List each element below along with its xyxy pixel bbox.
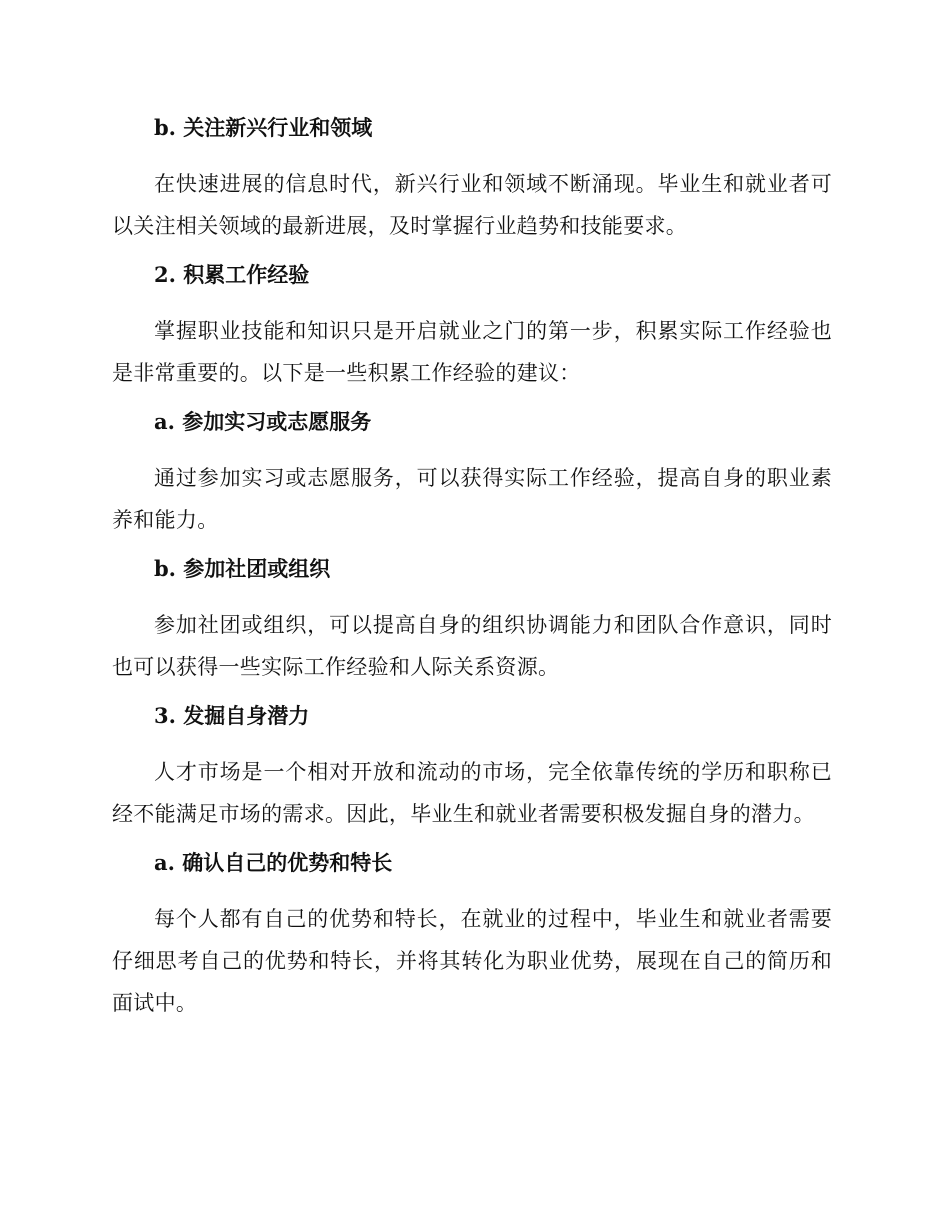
paragraph-emerging-industries: 在快速进展的信息时代，新兴行业和领域不断涌现。毕业生和就业者可以关注相关领域的最新进展，及时掌握行业趋势和技能要求。 (112, 172, 832, 238)
section-heading-b-emerging-industries: b. 关注新兴行业和领域 (154, 115, 373, 140)
section-heading-b-clubs: b. 参加社团或组织 (154, 556, 331, 581)
paragraph-internship: 通过参加实习或志愿服务，可以获得实际工作经验，提高自身的职业素养和能力。 (112, 466, 832, 532)
paragraph-potential: 人才市场是一个相对开放和流动的市场，完全依靠传统的学历和职称已经不能满足市场的需求。因此，毕业生和就业者需要积极发掘自身的潜力。 (112, 760, 832, 826)
paragraph-clubs: 参加社团或组织，可以提高自身的组织协调能力和团队合作意识，同时也可以获得一些实际工作经验和人际关系资源。 (112, 613, 832, 679)
document-body (112, 112, 832, 1036)
section-heading-a-strengths: a. 确认自己的优势和特长 (154, 850, 393, 875)
section-heading-3-potential: 3. 发掘自身潜力 (154, 703, 310, 728)
paragraph-strengths: 每个人都有自己的优势和特长，在就业的过程中，毕业生和就业者需要仔细思考自己的优势和特长，并将其转化为职业优势，展现在自己的简历和面试中。 (112, 907, 832, 1015)
section-heading-a-internship: a. 参加实习或志愿服务 (154, 409, 372, 434)
paragraph-work-experience: 掌握职业技能和知识只是开启就业之门的第一步，积累实际工作经验也是非常重要的。以下是一些积累工作经验的建议： (112, 319, 832, 385)
section-heading-2-work-experience: 2. 积累工作经验 (154, 262, 310, 287)
